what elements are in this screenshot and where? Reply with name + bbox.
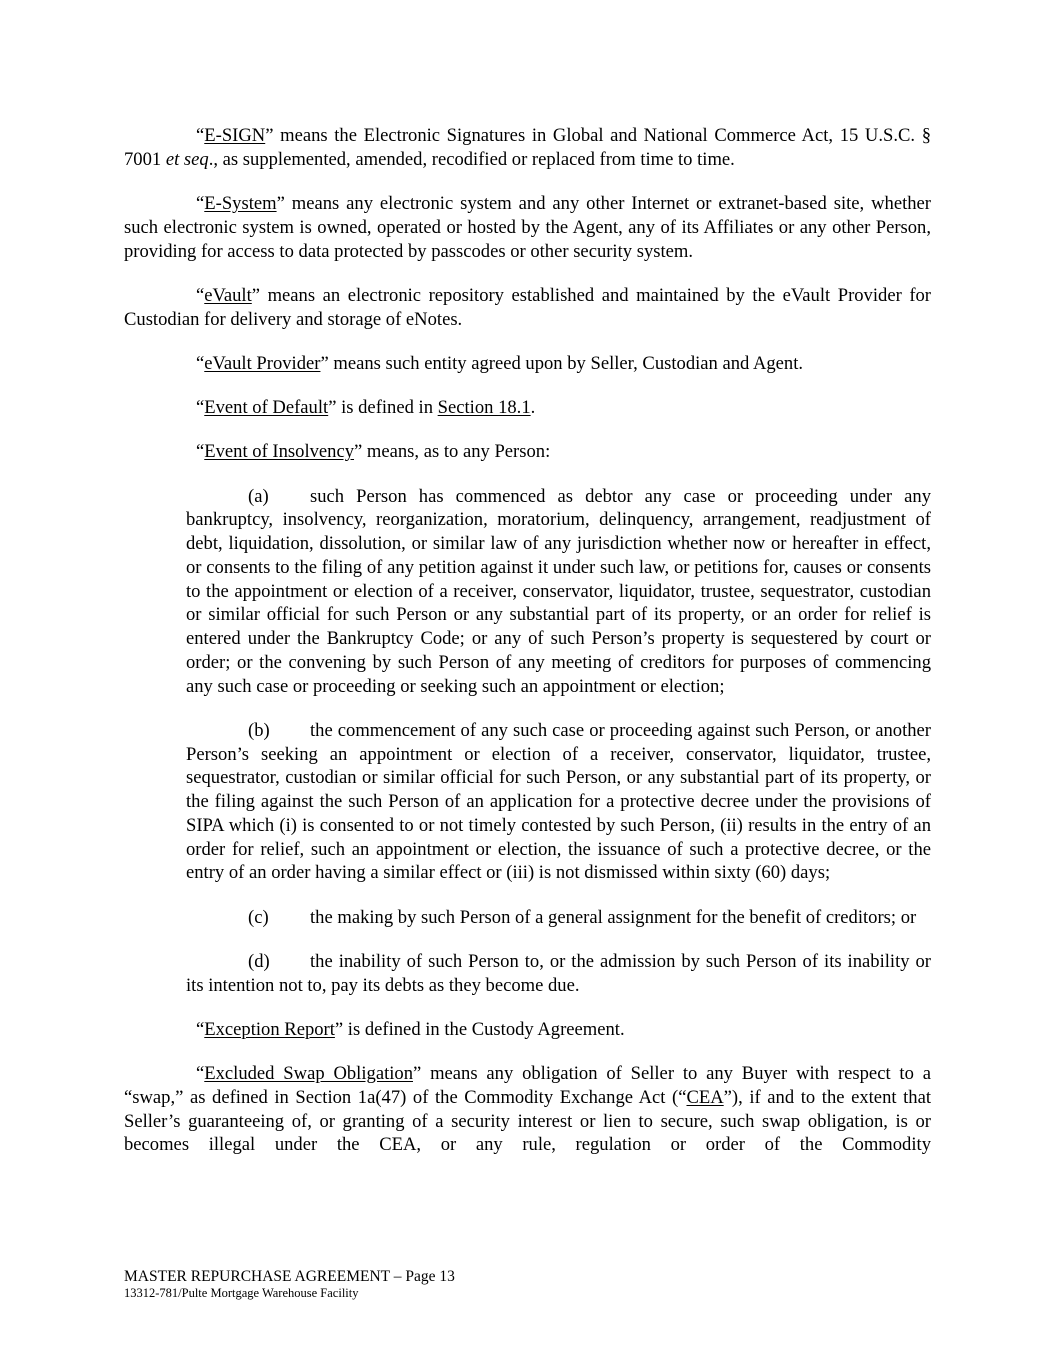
text-run: ” means an electronic repository established and maintained by the eVault Provider for Custodian for delivery and storage of eNotes. <box>124 284 931 330</box>
text-run: such Person has commenced as debtor any case or proceeding under any bankruptcy, insolvency, reorganization, moratorium, delinquency, arrangement, readjustment of debt, liquidation, dissolution, or similar law of any jurisdiction whether now or hereafter in effect, or consents to the filing of any petition against it under such law, or petitions for, causes or consents to the appointment or election of a receiver, conservator, liquidator, trustee, sequestrator, custodian or similar official for such Person or any substantial part of its property, or an order for relief is entered under the Bankruptcy Code; or any of such Person’s property is sequestered by court or order; or the convening by such Person of any meeting of creditors for purposes of commencing any such case or proceeding or seeking such an appointment or election; <box>186 485 931 697</box>
subclause <box>186 719 931 885</box>
text-run: “ <box>196 125 205 146</box>
italic-text: et seq <box>165 148 209 170</box>
clause-label: (d) <box>248 950 270 972</box>
text-run: “ <box>196 284 205 306</box>
defined-term: eVault <box>204 284 252 306</box>
definition-paragraph <box>124 284 931 332</box>
text-run: “ <box>196 397 205 418</box>
text-run: “ <box>196 1063 205 1084</box>
definition-paragraph <box>124 192 931 263</box>
defined-term: Section 18.1 <box>437 397 531 418</box>
definition-paragraph <box>124 1062 931 1157</box>
text-run: ” means any obligation of Seller to any Buyer with respect to a “swap,” as defined in Section 1a(47) of the Commodity Exchange Act (“ <box>124 1063 931 1108</box>
text-run: ”), if and to the extent that Seller’s guaranteeing of, or granting of a security interest or lien to secure, such swap obligation, is or becomes illegal under the CEA, or any rule, regulation or order of the Commodity <box>124 1086 931 1156</box>
text-run: the inability of such Person to, or the admission by such Person of its inability or its intention not to, pay its debts as they become due. <box>186 950 931 996</box>
definition-paragraph <box>124 1018 931 1042</box>
definition-paragraph <box>124 440 931 464</box>
clause-label: (c) <box>248 906 269 928</box>
text-run: “ <box>196 441 205 463</box>
subclause <box>186 485 931 699</box>
text-run: “ <box>196 1018 205 1040</box>
text-run: . <box>530 397 536 418</box>
text-run: ., as supplemented, amended, recodified or replaced from time to time. <box>208 148 735 170</box>
page-footer <box>124 1268 455 1301</box>
text-run: ” is defined in <box>328 397 438 418</box>
definition-paragraph <box>124 124 931 172</box>
footer-title: MASTER REPURCHASE AGREEMENT – Page 13 <box>124 1268 455 1285</box>
defined-term: Event of Default <box>204 397 329 418</box>
defined-term: Excluded Swap Obligation <box>204 1063 413 1084</box>
footer-doc-id: 13312-781/Pulte Mortgage Warehouse Facility <box>124 1286 359 1300</box>
defined-term: Exception Report <box>204 1018 335 1040</box>
subclause <box>186 906 931 930</box>
defined-term: CEA <box>686 1086 724 1108</box>
defined-term: eVault Provider <box>204 352 321 374</box>
clause-label: (a) <box>248 485 269 507</box>
text-run: the making by such Person of a general assignment for the benefit of creditors; or <box>310 906 917 928</box>
definition-paragraph <box>124 396 931 420</box>
subclause <box>186 950 931 998</box>
text-run: “ <box>196 193 205 214</box>
defined-term: E-SIGN <box>204 125 266 146</box>
text-run: the commencement of any such case or proceeding against such Person, or another Person’s seeking an appointment or election of a receiver, conservator, liquidator, trustee, sequestrator, custodian or similar official for such Person, or any substantial part of its property, or the filing against the such Person of an application for a protective decree under the provisions of SIPA which (i) is consented to or not timely contested by such Person, (ii) results in the entry of an order for relief, such an appointment or election, the issuance of such a protective decree, or the entry of an order having a similar effect or (iii) is not dismissed within sixty (60) days; <box>186 719 931 884</box>
text-run: “ <box>196 352 205 374</box>
text-run: ” means the Electronic Signatures in Global and National Commerce Act, 15 U.S.C. § 7001 <box>124 125 931 170</box>
text-run: ” is defined in the Custody Agreement. <box>334 1018 625 1040</box>
document-body <box>124 124 931 1178</box>
clause-label: (b) <box>248 719 270 741</box>
text-run: ” means, as to any Person: <box>354 441 551 463</box>
defined-term: E-System <box>204 193 277 214</box>
definition-paragraph <box>124 352 931 376</box>
defined-term: Event of Insolvency <box>204 441 355 463</box>
text-run: ” means such entity agreed upon by Seller, Custodian and Agent. <box>320 352 804 374</box>
text-run: ” means any electronic system and any other Internet or extranet-based site, whether such electronic system is owned, operated or hosted by the Agent, any of its Affiliates or any other Person, providing for access to data protected by passcodes or other security system. <box>124 193 931 262</box>
